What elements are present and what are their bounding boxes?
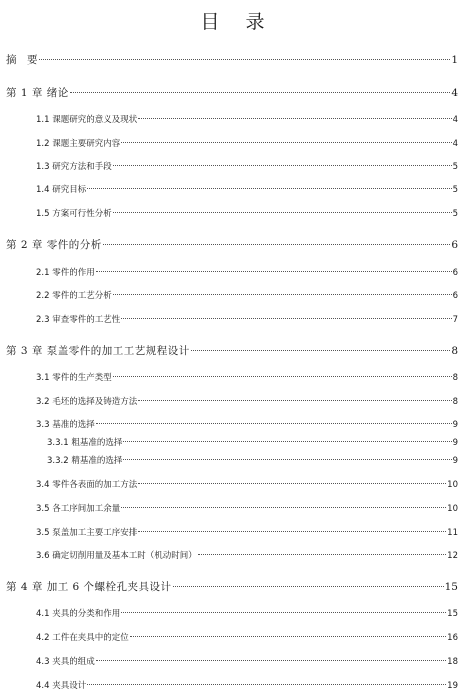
- toc-entry-label: 第 3 章 泵盖零件的加工工艺规程设计: [6, 345, 190, 357]
- toc-entry-page: 8: [451, 345, 458, 357]
- leader-dots: [121, 507, 446, 508]
- toc-entry-chapter-4[interactable]: [6, 579, 458, 594]
- leader-dots: [113, 165, 452, 166]
- toc-entry-page: 9: [452, 420, 458, 430]
- leader-dots: [70, 92, 451, 93]
- toc-entry-label: 1.5 方案可行性分析: [36, 209, 112, 219]
- toc-entry-label: 3.5 泵盖加工主要工序安排: [36, 528, 138, 538]
- leader-dots: [113, 294, 452, 295]
- toc-entry-label: 4.1 夹具的分类和作用: [36, 609, 121, 619]
- toc-entry-page: 12: [447, 551, 458, 561]
- leader-dots: [130, 636, 446, 637]
- toc-entry-label: 3.5 各工序间加工余量: [36, 504, 121, 514]
- leader-dots: [138, 483, 446, 484]
- toc-entry-page: 10: [447, 504, 458, 514]
- toc-entry-1-3[interactable]: [36, 160, 458, 172]
- toc-entry-3-2[interactable]: [36, 395, 458, 407]
- toc-entry-label: 第 1 章 绪论: [6, 87, 69, 99]
- toc-entry-4-1[interactable]: [36, 607, 458, 619]
- toc-entry-2-2[interactable]: [36, 289, 458, 301]
- toc-entry-page: 5: [452, 185, 458, 195]
- toc-entry-1-2[interactable]: [36, 137, 458, 149]
- toc-entry-4-4[interactable]: [36, 679, 458, 691]
- leader-dots: [138, 118, 451, 119]
- toc-entry-label: 3.3.2 精基准的选择: [47, 456, 123, 466]
- toc-entry-3-5[interactable]: [36, 502, 458, 514]
- toc-entry-label: 1.4 研究目标: [36, 185, 87, 195]
- toc-entry-page: 5: [452, 209, 458, 219]
- toc-entry-page: 6: [452, 268, 458, 278]
- leader-dots: [121, 318, 451, 319]
- toc-entry-2-1[interactable]: [36, 266, 458, 278]
- toc-entry-label: 3.3 基准的选择: [36, 420, 95, 430]
- toc-entry-label: 摘 要: [6, 54, 38, 66]
- leader-dots: [121, 612, 446, 613]
- toc-entry-page: 16: [447, 633, 458, 643]
- toc-entry-page: 8: [452, 397, 458, 407]
- toc-entry-page: 9: [452, 456, 458, 466]
- toc-entry-label: 4.4 夹具设计: [36, 681, 87, 691]
- toc-entry-label: 1.2 课题主要研究内容: [36, 139, 121, 149]
- toc-entry-label: 1.3 研究方法和手段: [36, 162, 112, 172]
- toc-entry-label: 4.3 夹具的组成: [36, 657, 95, 667]
- toc-entry-page: 11: [447, 528, 458, 538]
- leader-dots: [138, 400, 451, 401]
- toc-entry-page: 15: [447, 609, 458, 619]
- toc-entry-label: 3.6 确定切削用量及基本工时（机动时间）: [36, 551, 197, 561]
- toc-entry-page: 18: [447, 657, 458, 667]
- toc-entry-label: 3.3.1 粗基准的选择: [47, 438, 123, 448]
- toc-entry-label: 2.2 零件的工艺分析: [36, 291, 112, 301]
- toc-entry-3-1[interactable]: [36, 371, 458, 383]
- leader-dots: [113, 212, 452, 213]
- toc-entry-1-1[interactable]: [36, 113, 458, 125]
- leader-dots: [123, 441, 451, 442]
- toc-entry-page: 19: [447, 681, 458, 691]
- leader-dots: [96, 271, 452, 272]
- toc-entry-page: 8: [452, 373, 458, 383]
- toc-entry-4-2[interactable]: [36, 631, 458, 643]
- toc-entry-page: 5: [452, 162, 458, 172]
- toc-entry-1-5[interactable]: [36, 207, 458, 219]
- toc-entry-label: 第 4 章 加工 6 个螺栓孔夹具设计: [6, 581, 172, 593]
- leader-dots: [113, 376, 452, 377]
- leader-dots: [121, 142, 451, 143]
- toc-title: 目 录: [200, 11, 275, 33]
- toc-entry-label: 第 2 章 零件的分析: [6, 239, 102, 251]
- toc-entry-chapter-2[interactable]: [6, 237, 458, 252]
- toc-entry-page: 10: [447, 480, 458, 490]
- toc-entry-label: 3.2 毛坯的选择及铸造方法: [36, 397, 138, 407]
- toc-entry-page: 7: [452, 315, 458, 325]
- leader-dots: [138, 531, 446, 532]
- toc-entry-1-4[interactable]: [36, 183, 458, 195]
- leader-dots: [198, 554, 446, 555]
- toc-entry-3-4[interactable]: [36, 478, 458, 490]
- toc-entry-page: 6: [452, 291, 458, 301]
- toc-entry-label: 3.4 零件各表面的加工方法: [36, 480, 138, 490]
- leader-dots: [39, 59, 451, 60]
- leader-dots: [87, 188, 451, 189]
- toc-entry-label: 2.3 审查零件的工艺性: [36, 315, 121, 325]
- toc-entry-4-3[interactable]: [36, 655, 458, 667]
- leader-dots: [96, 423, 452, 424]
- toc-entry-3-3-1[interactable]: [47, 436, 458, 448]
- toc-entry-3-6[interactable]: [36, 549, 458, 561]
- toc-entry-2-3[interactable]: [36, 313, 458, 325]
- toc-entry-3-3-2[interactable]: [47, 454, 458, 466]
- toc-entry-page: 9: [452, 438, 458, 448]
- leader-dots: [103, 244, 451, 245]
- toc-entry-page: 4: [452, 115, 458, 125]
- leader-dots: [87, 684, 446, 685]
- leader-dots: [123, 459, 451, 460]
- toc-entry-chapter-1[interactable]: [6, 85, 458, 100]
- toc-entry-label: 2.1 零件的作用: [36, 268, 95, 278]
- toc-entry-page: 1: [451, 54, 458, 66]
- toc-entry-page: 6: [451, 239, 458, 251]
- toc-entry-label: 4.2 工件在夹具中的定位: [36, 633, 129, 643]
- toc-entry-label: 1.1 课题研究的意义及现状: [36, 115, 138, 125]
- leader-dots: [191, 350, 451, 351]
- toc-entry-page: 15: [444, 581, 458, 593]
- leader-dots: [173, 586, 444, 587]
- toc-entry-chapter-3[interactable]: [6, 343, 458, 358]
- toc-entry-page: 4: [451, 87, 458, 99]
- toc-entry-page: 4: [452, 139, 458, 149]
- leader-dots: [96, 660, 446, 661]
- toc-entry-abstract[interactable]: [6, 52, 458, 67]
- toc-entry-3-3[interactable]: [36, 418, 458, 430]
- toc-entry-label: 3.1 零件的生产类型: [36, 373, 112, 383]
- toc-entry-3-5b[interactable]: [36, 526, 458, 538]
